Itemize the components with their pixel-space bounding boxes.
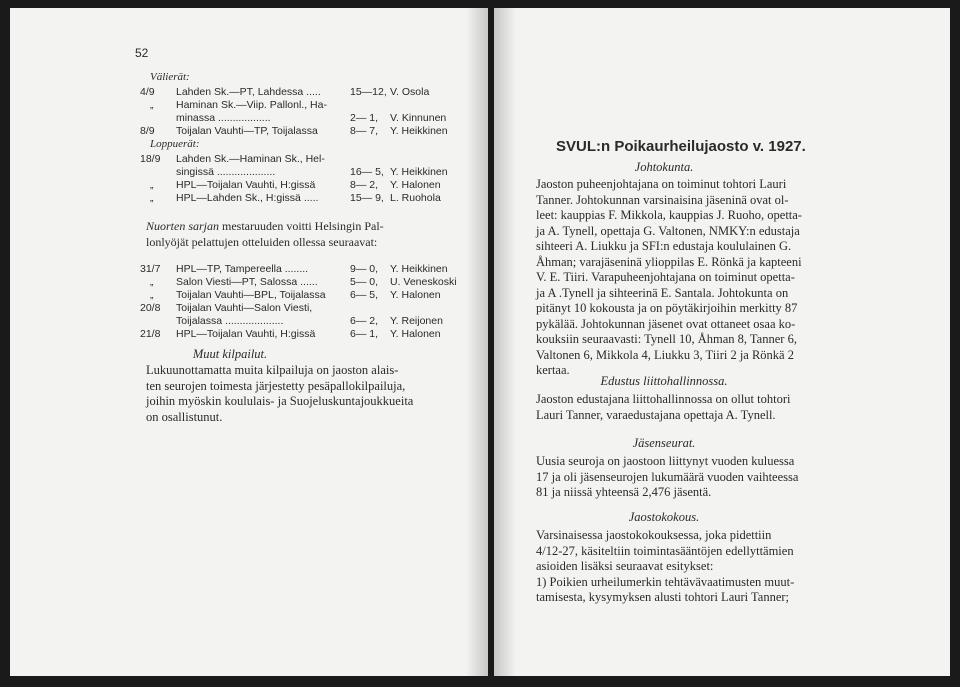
finals-label: Loppuerät: [150,138,200,150]
table-row: 18/9 Lahden Sk.—Haminan Sk., Hel- [140,153,325,165]
table-row: minassa .................. 2— 1, V. Kinnunen [176,112,447,124]
table-row: Toijalassa .................... 6— 2, Y. Reijonen [176,315,443,327]
table-row: „ Salon Viesti—PT, Salossa ...... 5— 0, U. Veneskoski [150,276,457,288]
other-competitions-text: Lukuunottamatta muita kilpailuja on jaoston alais- ten seurojen toimesta järjestetty pesäpallokilpailuja, joihin myöskin koululais- ja Suojeluskuntajoukkueita on osallistunut. [146,363,414,424]
table-row: 31/7 HPL—TP, Tampereella ........ 9— 0, Y. Heikkinen [140,263,448,275]
table-row: singissä .................... 16— 5, Y. Heikkinen [176,166,448,178]
table-row: „ HPL—Toijalan Vauhti, H:gissä 8— 2, Y. Halonen [150,179,441,191]
other-competitions-heading: Muut kilpailut. [192,347,268,361]
table-row: „ HPL—Lahden Sk., H:gissä ..... 15— 9, L. Ruohola [150,192,441,204]
edustus-text: Jaoston edustajana liittohallinnossa on ollut tohtori Lauri Tanner, varaedustajana opettaja A. Tynell. [536,392,791,422]
right-page-spine-shadow [494,8,516,676]
table-row: „ Haminan Sk.—Viip. Pallonl., Ha- [150,99,327,111]
section-heading-edustus: Edustus liittohallinnossa. [600,374,728,388]
table-row: 21/8 HPL—Toijalan Vauhti, H:gissä 6— 1, Y. Halonen [140,328,441,340]
table-row: 4/9 Lahden Sk.—PT, Lahdessa ..... 15—12, V. Osola [140,86,430,98]
semifinals-label: Välierät: [150,71,190,83]
table-row: 8/9 Toijalan Vauhti—TP, Toijalassa 8— 7, Y. Heikkinen [140,125,448,137]
left-page-spine-shadow [466,8,488,676]
table-row: 20/8 Toijalan Vauhti—Salon Viesti, [140,302,313,314]
jasenseurat-text: Uusia seuroja on jaostoon liittynyt vuoden kuluessa 17 ja oli jäsenseurojen lukumäärä vuoden vaihteessa 81 ja niissä yhteensä 2,476 jäsentä. [536,454,799,499]
johtokunta-text: Jaoston puheenjohtajana on toiminut tohtori Lauri Tanner. Johtokunnan varsinaisina jäseninä ovat ol- leet: kauppias F. Mikkola, kauppias J. Ruoho, opetta- ja A. Tynell, opettaja G. Valtonen, NMKY:n edustaja sihteeri A. Liukku ja SFI:n edustaja koululainen G. Åhman; varajäseninä ylioppilas E. Rönkä ja kapteeni V. E. Tiiri. Varapuheenjohtajana on toiminut opetta- ja A .Tynell ja sihteerinä E. Santala. Johtokunta on pitänyt 10 kokousta ja on pöytäkirjoihin merkitty 87 pykälää. Johtokunnan jäsenet ovat ottaneet osaa ko- kouksiin seuraavasti: Tynell 10, Åhman 8, Tanner 6, Valtonen 6, Mikkola 4, Liukku 3, Tiiri 2 ja Rönkä 2 kertaa. [536,177,802,377]
section-heading-jasenseurat: Jäsenseurat. [632,436,696,450]
page-title: SVUL:n Poikaurheilujaosto v. 1927. [556,138,806,155]
right-page [494,8,950,676]
jaostokokous-text: Varsinaisessa jaostokokouksessa, joka pidettiin 4/12-27, käsiteltiin toimintasääntöjen edellyttämien asioiden lisäksi seuraavat esitykset: 1) Poikien urheilumerkin tehtävävaatimusten muut- tamisesta, kysymyksen alusti tohtori Lauri Tanner; [536,528,795,604]
page-number: 52 [135,46,149,60]
youth-intro: Nuorten sarjan mestaruuden voitti Helsingin Pal- lonlyöjät pelattujen otteluiden ollessa seuraavat: [146,219,384,249]
section-heading-jaostokokous: Jaostokokous. [628,510,700,524]
section-heading-johtokunta: Johtokunta. [634,160,694,174]
table-row: „ Toijalan Vauhti—BPL, Toijalassa 6— 5, Y. Halonen [150,289,441,301]
left-page [10,8,488,676]
